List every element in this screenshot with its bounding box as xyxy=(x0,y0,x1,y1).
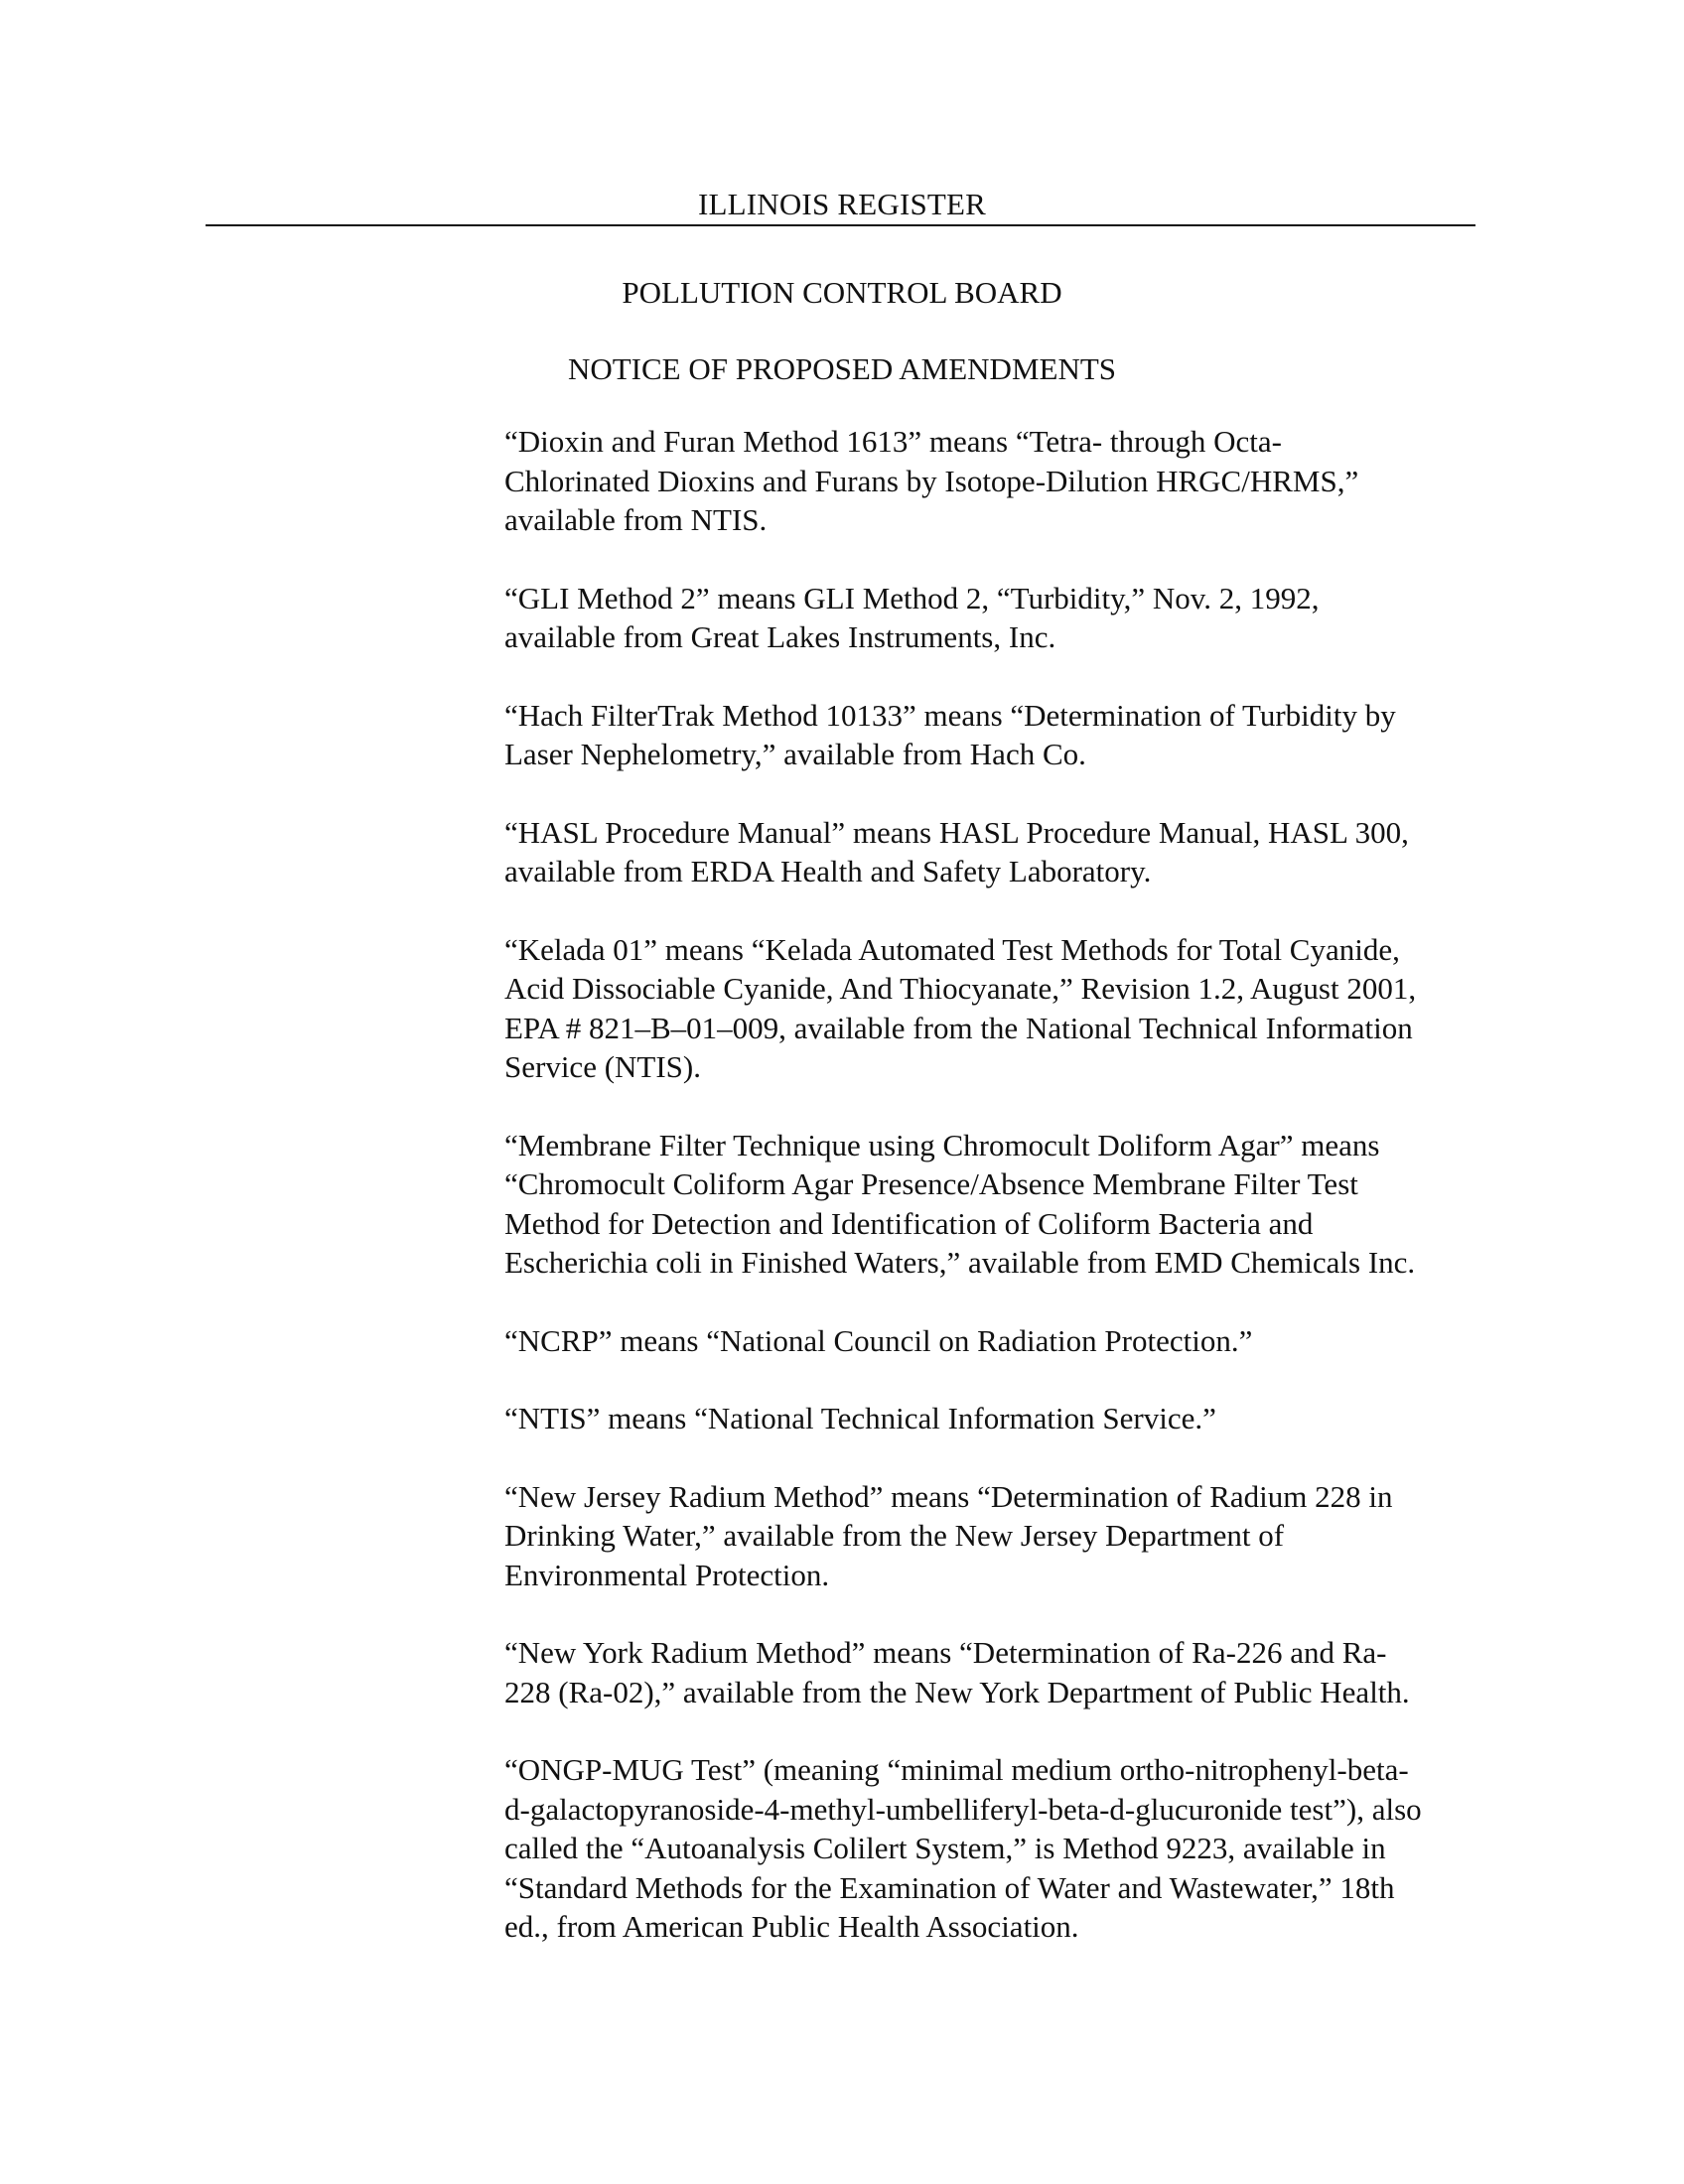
register-title: ILLINOIS REGISTER xyxy=(697,187,987,221)
definition-paragraph xyxy=(504,1477,1487,1595)
definition-paragraph xyxy=(504,1399,1487,1438)
definition-line: Drinking Water,” available from the New Jersey Department of xyxy=(504,1518,1285,1553)
definition-line: “GLI Method 2” means GLI Method 2, “Turbidity,” Nov. 2, 1992, xyxy=(504,580,1320,615)
definition-line: “Hach FilterTrak Method 10133” means “Determination of Turbidity by xyxy=(504,697,1396,733)
definition-line: 228 (Ra-02),” available from the New York Department of Public Health. xyxy=(504,1674,1410,1709)
definition-line: “NCRP” means “National Council on Radiation Protection.” xyxy=(504,1322,1253,1358)
board-title: POLLUTION CONTROL BOARD xyxy=(622,275,1062,310)
definition-line: “Chromocult Coliform Agar Presence/Absence Membrane Filter Test xyxy=(504,1166,1358,1201)
definition-line: EPA # 821–B–01–009, available from the National Technical Information xyxy=(504,1010,1413,1045)
definition-line: Environmental Protection. xyxy=(504,1557,830,1592)
definition-line: Laser Nephelometry,” available from Hach Co. xyxy=(504,737,1086,771)
definition-line: Acid Dissociable Cyanide, And Thiocyanate,” Revision 1.2, August 2001, xyxy=(504,971,1417,1006)
header-rule xyxy=(206,224,1475,226)
definition-paragraph xyxy=(504,422,1487,540)
definition-paragraph xyxy=(504,1750,1487,1947)
definition-line: available from Great Lakes Instruments, Inc. xyxy=(504,619,1056,654)
definition-line: Service (NTIS). xyxy=(504,1049,701,1084)
definition-line: d-galactopyranoside-4-methyl-umbelliferyl-beta-d-glucuronide test”), also xyxy=(504,1791,1422,1827)
definition-line: available from ERDA Health and Safety Laboratory. xyxy=(504,854,1152,888)
definition-line: “Standard Methods for the Examination of Water and Wastewater,” 18th xyxy=(504,1869,1395,1905)
definition-paragraph xyxy=(504,813,1487,891)
definition-line: “ONGP-MUG Test” (meaning “minimal medium ortho-nitrophenyl-beta- xyxy=(504,1752,1409,1787)
definition-line: available from NTIS. xyxy=(504,502,768,537)
definition-paragraph xyxy=(504,930,1487,1087)
definition-paragraph xyxy=(504,579,1487,657)
definition-paragraph xyxy=(504,1321,1487,1361)
definition-line: Chlorinated Dioxins and Furans by Isotope-Dilution HRGC/HRMS,” xyxy=(504,463,1359,498)
definition-paragraph xyxy=(504,1633,1487,1711)
definition-paragraph xyxy=(504,696,1487,774)
definition-line: Escherichia coli in Finished Waters,” available from EMD Chemicals Inc. xyxy=(504,1245,1416,1280)
definition-line: “New York Radium Method” means “Determination of Ra-226 and Ra- xyxy=(504,1635,1387,1670)
definition-line: “New Jersey Radium Method” means “Determination of Radium 228 in xyxy=(504,1478,1393,1514)
definition-line: “Dioxin and Furan Method 1613” means “Tetra- through Octa- xyxy=(504,424,1282,459)
definitions-list xyxy=(504,422,1487,1985)
definition-paragraph xyxy=(504,1126,1487,1283)
definition-line: ed., from American Public Health Association. xyxy=(504,1909,1079,1944)
definition-line: “Membrane Filter Technique using Chromocult Doliform Agar” means xyxy=(504,1127,1380,1162)
notice-title: NOTICE OF PROPOSED AMENDMENTS xyxy=(567,351,1117,386)
definition-line: “NTIS” means “National Technical Information Service.” xyxy=(504,1401,1216,1435)
definition-line: “Kelada 01” means “Kelada Automated Test Methods for Total Cyanide, xyxy=(504,931,1400,967)
definition-line: “HASL Procedure Manual” means HASL Procedure Manual, HASL 300, xyxy=(504,814,1409,850)
definition-line: Method for Detection and Identification of Coliform Bacteria and xyxy=(504,1205,1314,1241)
definition-line: called the “Autoanalysis Colilert System,” is Method 9223, available in xyxy=(504,1831,1386,1865)
